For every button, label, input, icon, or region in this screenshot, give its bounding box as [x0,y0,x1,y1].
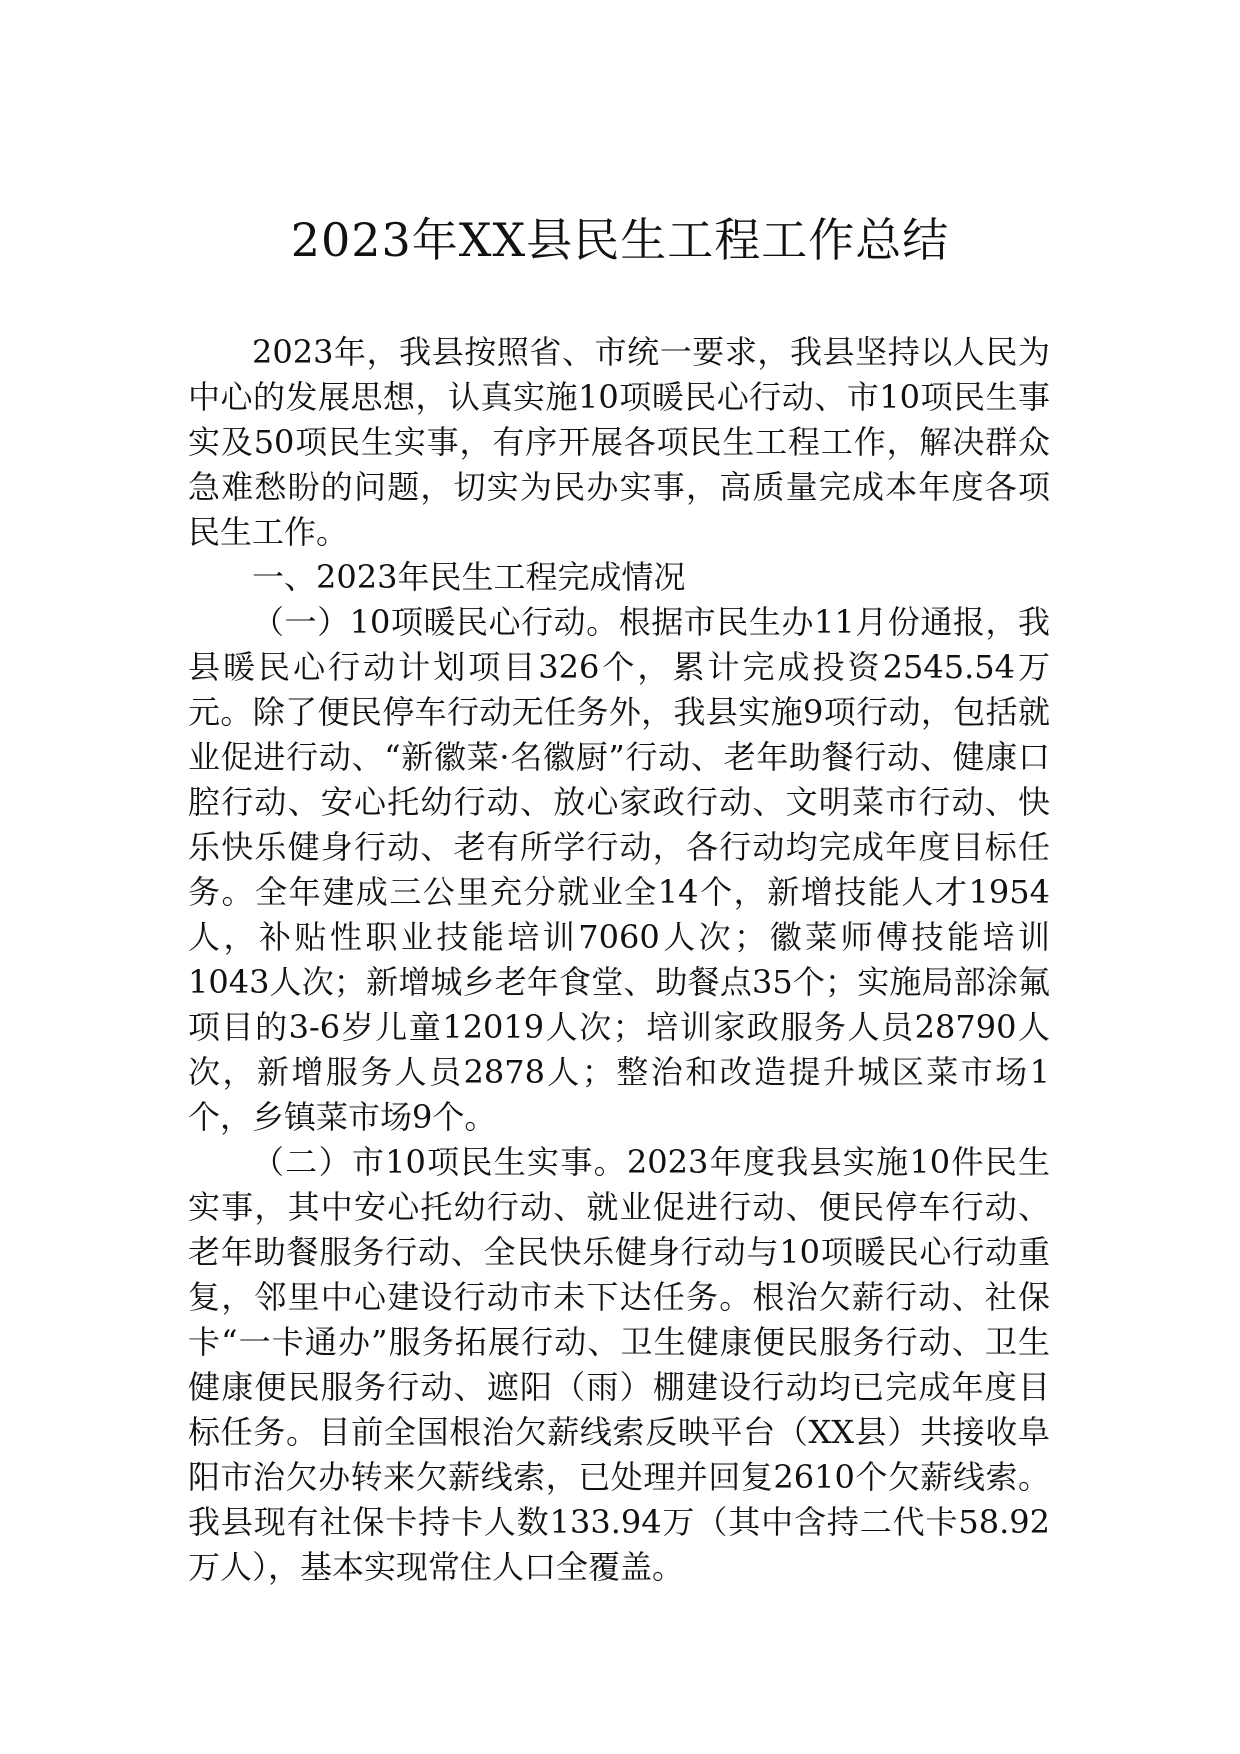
document-body [188,330,1050,1590]
section-heading-1: 一、2023年民生工程完成情况 [252,558,686,596]
subsection-paragraph-1: （一）10项暖民心行动。根据市民生办11月份通报，我县暖民心行动计划项目326个，累计完成投资2545.54万元。除了便民停车行动无任务外，我县实施9项行动，包括就业促进行动、“新徽菜·名徽厨”行动、老年助餐行动、健康口腔行动、安心托幼行动、放心家政行动、文明菜市行动、快乐快乐健身行动、老有所学行动，各行动均完成年度目标任务。全年建成三公里充分就业全14个，新增技能人才1954人，补贴性职业技能培训7060人次；徽菜师傅技能培训1043人次；新增城乡老年食堂、助餐点35个；实施局部涂氟项目的3-6岁儿童12019人次；培训家政服务人员28790人次，新增服务人员2878人；整治和改造提升城区菜市场1个，乡镇菜市场9个。 [188,603,1050,1136]
subsection-paragraph-2: （二）市10项民生实事。2023年度我县实施10件民生实事，其中安心托幼行动、就业促进行动、便民停车行动、老年助餐服务行动、全民快乐健身行动与10项暖民心行动重复，邻里中心建设行动市未下达任务。根治欠薪行动、社保卡“一卡通办”服务拓展行动、卫生健康便民服务行动、卫生健康便民服务行动、遮阳（雨）棚建设行动均已完成年度目标任务。目前全国根治欠薪线索反映平台（XX县）共接收阜阳市治欠办转来欠薪线索，已处理并回复2610个欠薪线索。我县现有社保卡持卡人数133.94万（其中含持二代卡58.92万人），基本实现常住人口全覆盖。 [188,1143,1050,1586]
document-title: 2023年XX县民生工程工作总结 [290,213,950,267]
intro-paragraph: 2023年，我县按照省、市统一要求，我县坚持以人民为中心的发展思想，认真实施10项暖民心行动、市10项民生事实及50项民生实事，有序开展各项民生工程工作，解决群众急难愁盼的问题，切实为民办实事，高质量完成本年度各项民生工作。 [188,333,1050,551]
